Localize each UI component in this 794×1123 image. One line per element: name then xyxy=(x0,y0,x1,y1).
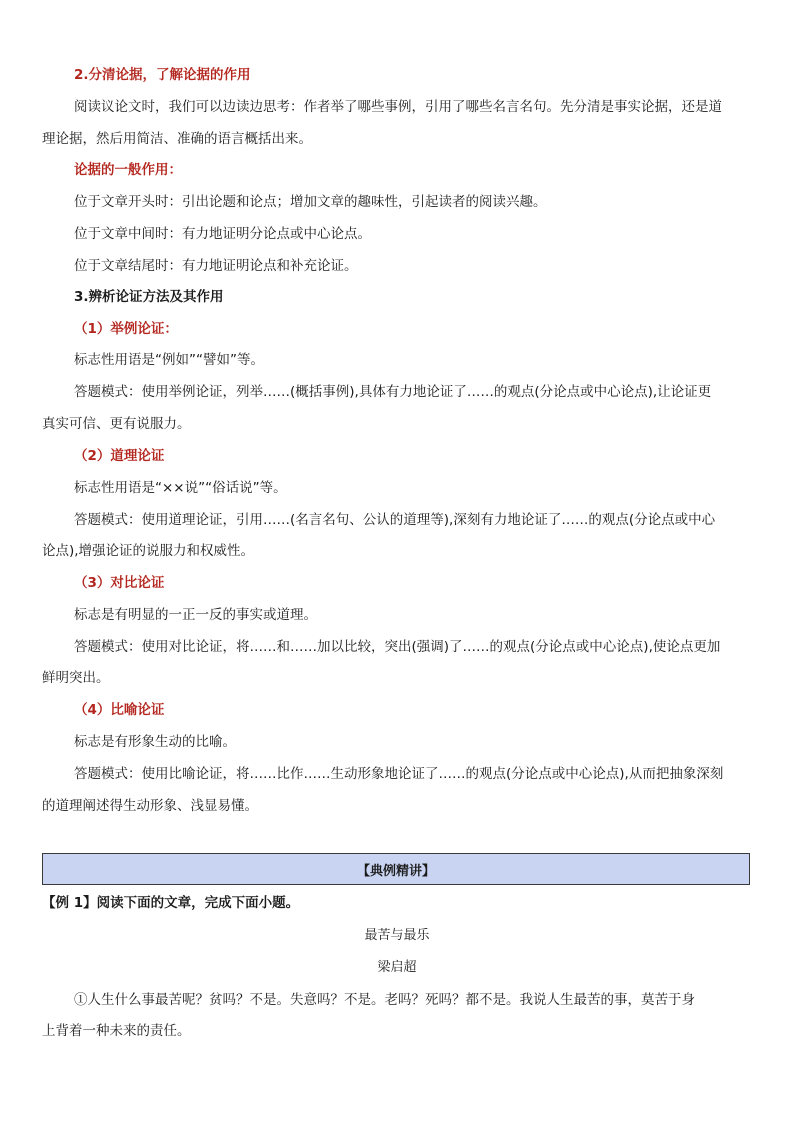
article-p1-line2: 上背着一种未来的责任。 xyxy=(42,1023,191,1039)
article-p1-line1: ①人生什么事最苦呢？贫吗？不是。失意吗？不是。老吗？死吗？都不是。我说人生最苦的事，莫苦于身 xyxy=(74,992,695,1008)
method3-answer-line2: 鲜明突出。 xyxy=(42,670,110,686)
method4-marker: 标志是有形象生动的比喻。 xyxy=(74,734,236,750)
example-banner-label: 【典例精讲】 xyxy=(356,864,435,879)
method2-answer-line2: 论点),增强论证的说服力和权威性。 xyxy=(42,543,255,559)
article-title: 最苦与最乐 xyxy=(364,928,430,943)
method2-answer-line1: 答题模式：使用道理论证，引用……(名言名句、公认的道理等),深刻有力地论证了……的观点(分论点或中心 xyxy=(74,512,716,528)
method1-answer-line1: 答题模式：使用举例论证，列举……(概括事例),具体有力地论证了……的观点(分论点或中心论点),让论证更 xyxy=(74,384,712,400)
section2-subheading: 论据的一般作用： xyxy=(74,162,182,178)
method4-answer-line2: 的道理阐述得生动形象、浅显易懂。 xyxy=(42,798,258,814)
method3-title: （3）对比论证 xyxy=(74,575,165,591)
section2-para1-line2: 理论据，然后用简洁、准确的语言概括出来。 xyxy=(42,131,312,147)
section2-item2: 位于文章中间时：有力地证明分论点或中心论点。 xyxy=(74,226,371,242)
method2-marker: 标志性用语是“××说”“俗话说”等。 xyxy=(74,480,287,496)
example-label: 【例 1】阅读下面的文章，完成下面小题。 xyxy=(42,895,300,911)
section2-item3: 位于文章结尾时：有力地证明论点和补充论证。 xyxy=(74,258,358,274)
example-banner xyxy=(42,853,750,885)
section3-heading: 3.辨析论证方法及其作用 xyxy=(74,289,224,305)
method1-title: （1）举例论证： xyxy=(74,321,178,337)
method3-answer-line1: 答题模式：使用对比论证，将……和……加以比较，突出(强调)了……的观点(分论点或中心论点),使论点更加 xyxy=(74,639,721,655)
method2-title: （2）道理论证 xyxy=(74,448,165,464)
method3-marker: 标志是有明显的一正一反的事实或道理。 xyxy=(74,607,317,623)
section2-item1: 位于文章开头时：引出论题和论点；增加文章的趣味性，引起读者的阅读兴趣。 xyxy=(74,194,547,210)
article-author: 梁启超 xyxy=(377,960,417,975)
method1-answer-line2: 真实可信、更有说服力。 xyxy=(42,416,191,432)
section2-heading: 2.分清论据，了解论据的作用 xyxy=(74,67,251,83)
method1-marker: 标志性用语是“例如”“譬如”等。 xyxy=(74,352,264,368)
section2-para1-line1: 阅读议论文时，我们可以边读边思考：作者举了哪些事例，引用了哪些名言名句。先分清是事实论据，还是道 xyxy=(74,99,722,115)
method4-title: （4）比喻论证 xyxy=(74,702,165,718)
method4-answer-line1: 答题模式：使用比喻论证，将……比作……生动形象地论证了……的观点(分论点或中心论点),从而把抽象深刻 xyxy=(74,766,724,782)
